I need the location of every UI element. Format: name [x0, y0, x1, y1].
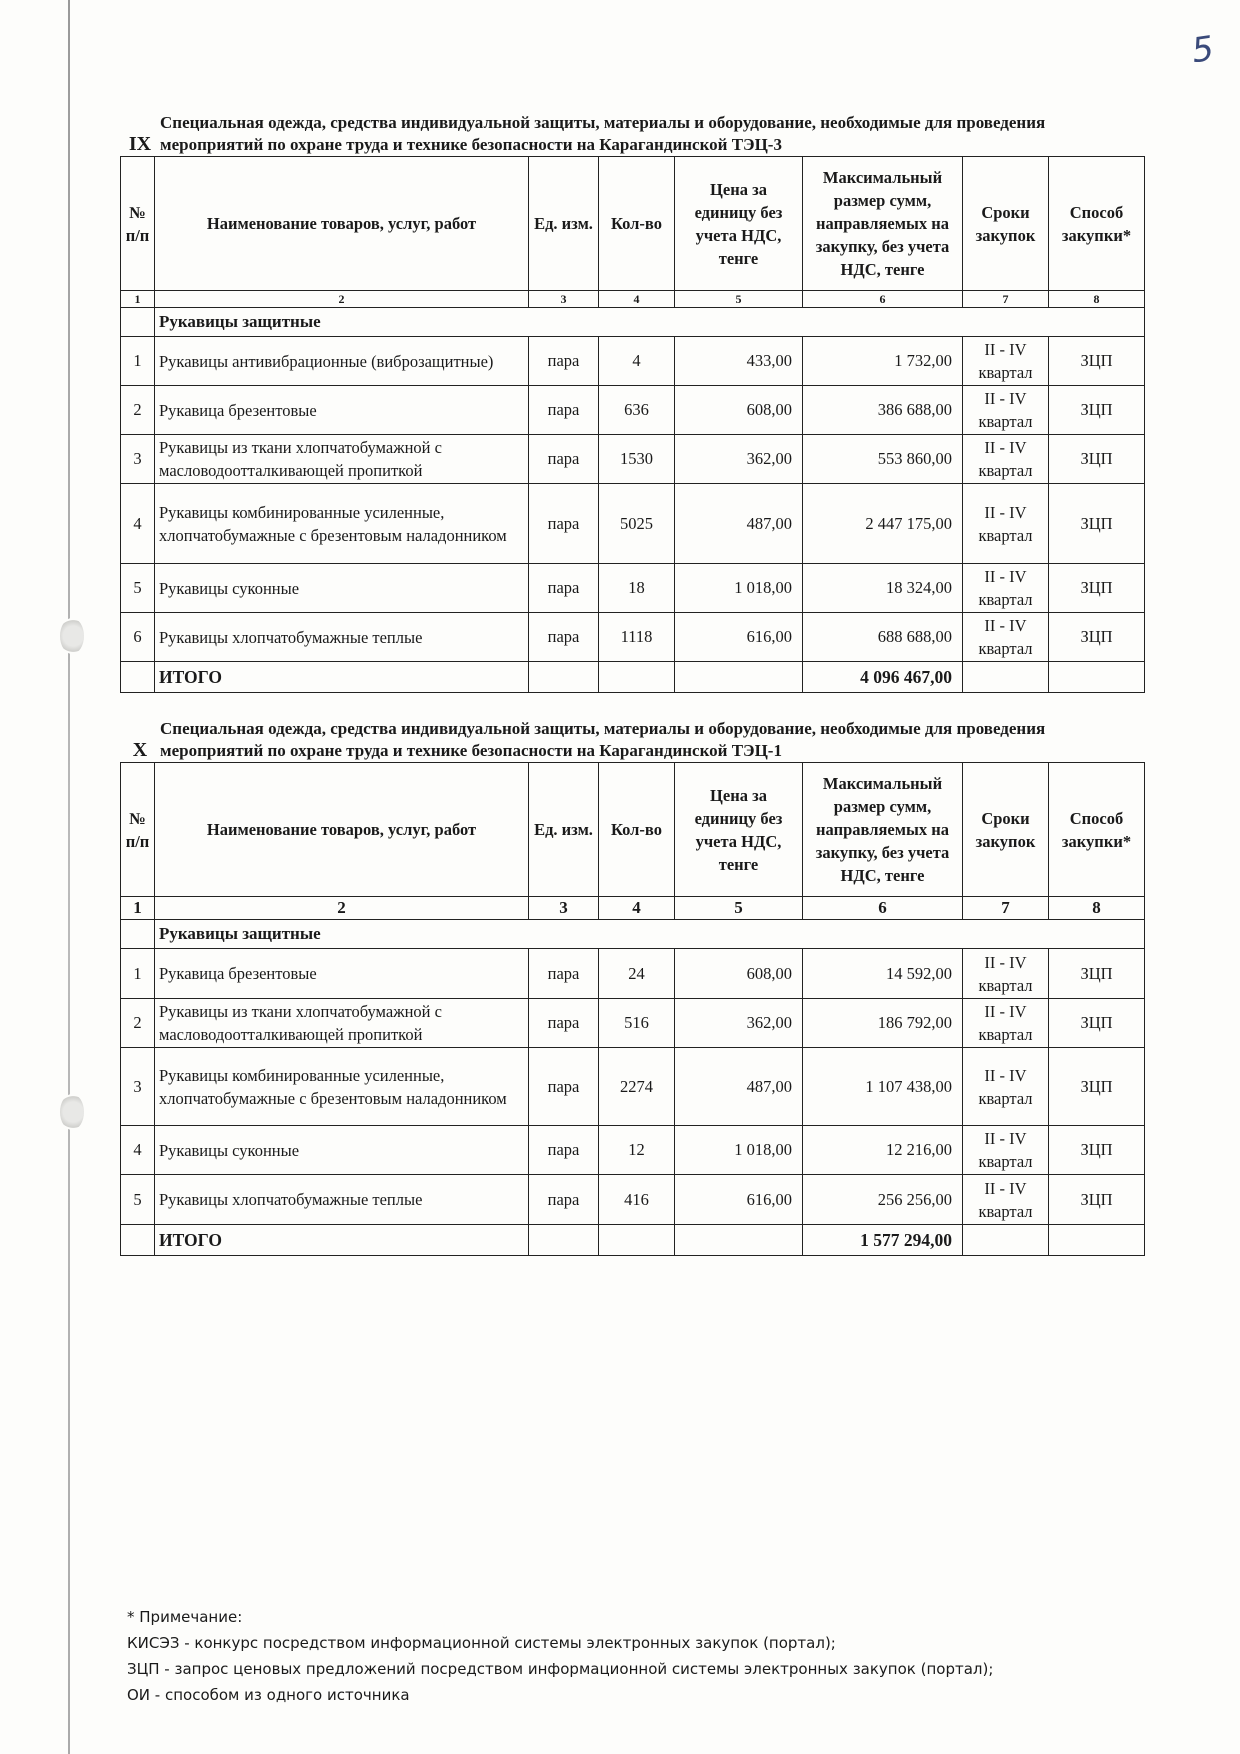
item-name: Рукавицы из ткани хлопчатобумажной с масловодоотталкивающей пропиткой	[155, 999, 529, 1048]
section-header	[120, 714, 1144, 762]
column-index: 3	[529, 291, 599, 308]
col-header-sum: Максимальный размер сумм, направляемых на закупку, без учета НДС, тенге	[803, 157, 963, 291]
total-row	[121, 662, 1145, 693]
item-period: II - IV квартал	[963, 613, 1049, 662]
footnote-line: ОИ - способом из одного источника	[127, 1686, 410, 1704]
group-name: Рукавицы защитные	[155, 920, 1145, 949]
item-period: II - IV квартал	[963, 435, 1049, 484]
item-unit: пара	[529, 564, 599, 613]
table-row	[121, 435, 1145, 484]
item-period: II - IV квартал	[963, 1048, 1049, 1126]
col-header-method: Способ закупки*	[1049, 763, 1145, 897]
total-sum: 4 096 467,00	[803, 662, 963, 693]
item-name: Рукавица брезентовые	[155, 949, 529, 999]
total-sum: 1 577 294,00	[803, 1225, 963, 1256]
col-header-no: № п/п	[121, 157, 155, 291]
table-row	[121, 999, 1145, 1048]
item-price: 362,00	[675, 999, 803, 1048]
procurement-table	[120, 156, 1145, 693]
column-index: 1	[121, 897, 155, 920]
page-edge	[68, 0, 70, 1754]
item-period: II - IV квартал	[963, 386, 1049, 435]
row-number: 5	[121, 1175, 155, 1225]
col-header-name: Наименование товаров, услуг, работ	[155, 763, 529, 897]
col-header-price: Цена за единицу без учета НДС, тенге	[675, 157, 803, 291]
item-period: II - IV квартал	[963, 949, 1049, 999]
table-row	[121, 949, 1145, 999]
col-header-qty: Кол-во	[599, 157, 675, 291]
column-index-row	[121, 897, 1145, 920]
item-unit: пара	[529, 999, 599, 1048]
item-sum: 256 256,00	[803, 1175, 963, 1225]
item-qty: 1530	[599, 435, 675, 484]
table-row	[121, 564, 1145, 613]
item-sum: 386 688,00	[803, 386, 963, 435]
total-label: ИТОГО	[155, 1225, 529, 1256]
section-number: X	[132, 739, 148, 761]
col-header-qty: Кол-во	[599, 763, 675, 897]
header-row	[121, 763, 1145, 897]
section-title: Специальная одежда, средства индивидуальной защиты, материалы и оборудование, необходимые для проведения мероприятий по охране труда и технике безопасности на Карагандинской ТЭЦ-3	[160, 113, 1046, 154]
item-period: II - IV квартал	[963, 1126, 1049, 1175]
item-price: 433,00	[675, 337, 803, 386]
column-index: 1	[121, 291, 155, 308]
item-name: Рукавицы комбинированные усиленные, хлопчатобумажные с брезентовым наладонником	[155, 484, 529, 564]
item-sum: 553 860,00	[803, 435, 963, 484]
table-row	[121, 337, 1145, 386]
item-price: 616,00	[675, 1175, 803, 1225]
col-header-name: Наименование товаров, услуг, работ	[155, 157, 529, 291]
column-index: 4	[599, 291, 675, 308]
section-title: Специальная одежда, средства индивидуальной защиты, материалы и оборудование, необходимые для проведения мероприятий по охране труда и технике безопасности на Карагандинской ТЭЦ-1	[160, 719, 1046, 760]
item-name: Рукавицы из ткани хлопчатобумажной с масловодоотталкивающей пропиткой	[155, 435, 529, 484]
item-sum: 12 216,00	[803, 1126, 963, 1175]
item-method: ЗЦП	[1049, 386, 1145, 435]
item-qty: 416	[599, 1175, 675, 1225]
item-unit: пара	[529, 435, 599, 484]
item-method: ЗЦП	[1049, 613, 1145, 662]
row-number: 1	[121, 949, 155, 999]
column-index: 5	[675, 897, 803, 920]
section-x	[120, 714, 1144, 1256]
item-period: II - IV квартал	[963, 1175, 1049, 1225]
item-method: ЗЦП	[1049, 949, 1145, 999]
column-index: 2	[155, 291, 529, 308]
header-row	[121, 157, 1145, 291]
column-index: 8	[1049, 897, 1145, 920]
table-row	[121, 484, 1145, 564]
table-row	[121, 386, 1145, 435]
item-qty: 12	[599, 1126, 675, 1175]
item-sum: 1 732,00	[803, 337, 963, 386]
group-name: Рукавицы защитные	[155, 308, 1145, 337]
item-qty: 516	[599, 999, 675, 1048]
item-unit: пара	[529, 1126, 599, 1175]
item-name: Рукавицы хлопчатобумажные теплые	[155, 1175, 529, 1225]
column-index: 6	[803, 291, 963, 308]
item-sum: 18 324,00	[803, 564, 963, 613]
item-name: Рукавицы хлопчатобумажные теплые	[155, 613, 529, 662]
item-sum: 2 447 175,00	[803, 484, 963, 564]
item-method: ЗЦП	[1049, 484, 1145, 564]
item-price: 487,00	[675, 1048, 803, 1126]
col-header-period: Сроки закупок	[963, 157, 1049, 291]
item-name: Рукавицы антивибрационные (виброзащитные)	[155, 337, 529, 386]
footnote-line: ЗЦП - запрос ценовых предложений посредством информационной системы электронных закупок (портал);	[127, 1660, 994, 1678]
row-number: 5	[121, 564, 155, 613]
row-number: 3	[121, 1048, 155, 1126]
table-row	[121, 1126, 1145, 1175]
item-method: ЗЦП	[1049, 1048, 1145, 1126]
item-period: II - IV квартал	[963, 564, 1049, 613]
item-qty: 2274	[599, 1048, 675, 1126]
column-index: 3	[529, 897, 599, 920]
row-number: 4	[121, 484, 155, 564]
item-method: ЗЦП	[1049, 337, 1145, 386]
punch-hole	[60, 1094, 84, 1130]
row-number: 3	[121, 435, 155, 484]
item-price: 487,00	[675, 484, 803, 564]
column-index-row	[121, 291, 1145, 308]
footnote-line: КИСЭЗ - конкурс посредством информационной системы электронных закупок (портал);	[127, 1634, 836, 1652]
item-name: Рукавицы суконные	[155, 564, 529, 613]
item-unit: пара	[529, 613, 599, 662]
table-row	[121, 613, 1145, 662]
item-sum: 14 592,00	[803, 949, 963, 999]
section-number: IX	[128, 133, 152, 155]
item-name: Рукавицы суконные	[155, 1126, 529, 1175]
col-header-no: № п/п	[121, 763, 155, 897]
column-index: 2	[155, 897, 529, 920]
group-row	[121, 308, 1145, 337]
item-qty: 1118	[599, 613, 675, 662]
col-header-period: Сроки закупок	[963, 763, 1049, 897]
item-qty: 24	[599, 949, 675, 999]
item-unit: пара	[529, 1175, 599, 1225]
item-method: ЗЦП	[1049, 1126, 1145, 1175]
item-method: ЗЦП	[1049, 564, 1145, 613]
table-row	[121, 1175, 1145, 1225]
column-index: 4	[599, 897, 675, 920]
item-period: II - IV квартал	[963, 484, 1049, 564]
row-number: 1	[121, 337, 155, 386]
item-method: ЗЦП	[1049, 435, 1145, 484]
item-qty: 4	[599, 337, 675, 386]
item-qty: 5025	[599, 484, 675, 564]
row-number: 2	[121, 999, 155, 1048]
group-row	[121, 920, 1145, 949]
item-price: 616,00	[675, 613, 803, 662]
footnote	[127, 1604, 993, 1708]
item-sum: 186 792,00	[803, 999, 963, 1048]
item-unit: пара	[529, 949, 599, 999]
col-header-method: Способ закупки*	[1049, 157, 1145, 291]
punch-hole	[60, 618, 84, 654]
section-ix	[120, 108, 1144, 693]
total-row	[121, 1225, 1145, 1256]
item-name: Рукавица брезентовые	[155, 386, 529, 435]
item-sum: 688 688,00	[803, 613, 963, 662]
row-number: 4	[121, 1126, 155, 1175]
col-header-unit: Ед. изм.	[529, 763, 599, 897]
item-method: ЗЦП	[1049, 999, 1145, 1048]
col-header-sum: Максимальный размер сумм, направляемых на закупку, без учета НДС, тенге	[803, 763, 963, 897]
item-unit: пара	[529, 1048, 599, 1126]
item-sum: 1 107 438,00	[803, 1048, 963, 1126]
item-unit: пара	[529, 386, 599, 435]
item-price: 1 018,00	[675, 1126, 803, 1175]
table-row	[121, 1048, 1145, 1126]
item-period: II - IV квартал	[963, 999, 1049, 1048]
item-period: II - IV квартал	[963, 337, 1049, 386]
item-price: 362,00	[675, 435, 803, 484]
item-qty: 18	[599, 564, 675, 613]
handwritten-page-number: 5	[1189, 28, 1217, 72]
item-name: Рукавицы комбинированные усиленные, хлопчатобумажные с брезентовым наладонником	[155, 1048, 529, 1126]
column-index: 7	[963, 291, 1049, 308]
row-number: 2	[121, 386, 155, 435]
section-header	[120, 108, 1144, 156]
total-label: ИТОГО	[155, 662, 529, 693]
column-index: 7	[963, 897, 1049, 920]
item-method: ЗЦП	[1049, 1175, 1145, 1225]
row-number: 6	[121, 613, 155, 662]
item-price: 608,00	[675, 386, 803, 435]
column-index: 6	[803, 897, 963, 920]
item-price: 608,00	[675, 949, 803, 999]
column-index: 5	[675, 291, 803, 308]
procurement-table	[120, 762, 1145, 1256]
item-price: 1 018,00	[675, 564, 803, 613]
col-header-price: Цена за единицу без учета НДС, тенге	[675, 763, 803, 897]
footnote-heading: * Примечание:	[127, 1608, 243, 1626]
column-index: 8	[1049, 291, 1145, 308]
item-qty: 636	[599, 386, 675, 435]
col-header-unit: Ед. изм.	[529, 157, 599, 291]
item-unit: пара	[529, 337, 599, 386]
item-unit: пара	[529, 484, 599, 564]
